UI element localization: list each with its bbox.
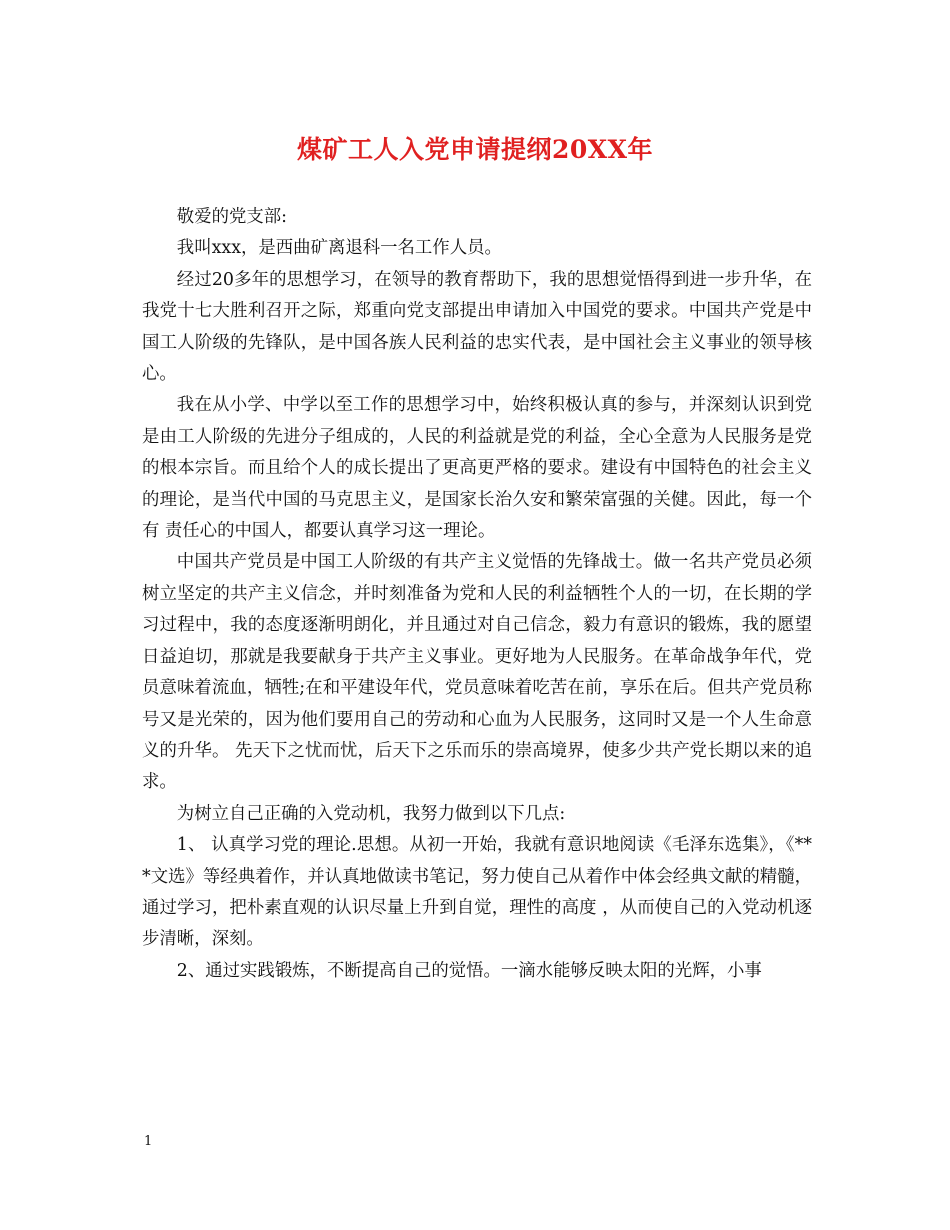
body-paragraph: 中国共产党员是中国工人阶级的有共产主义觉悟的先锋战士。做一名共产党员必须树立坚定的共产主义信念，并时刻准备为党和人民的利益牺牲个人的一切，在长期的学习过程中，我的态度逐渐明朗化，并且通过对自己信念，毅力有意识的锻炼，我的愿望日益迫切，那就是我要献身于共产主义事业。更好地为人民服务。在革命战争年代，党员意味着流血，牺牲;在和平建设年代，党员意味着吃苦在前，享乐在后。但共产党员称号又是光荣的，因为他们要用自己的劳动和心血为人民服务，这同时又是一个人生命意义的升华。 先天下之忧而忧，后天下之乐而乐的崇高境界，使多少共产党长期以来的追求。 — [142, 552, 812, 793]
body-paragraph: 我在从小学、中学以至工作的思想学习中，始终积极认真的参与，并深刻认识到党是由工人阶级的先进分子组成的，人民的利益就是党的利益，全心全意为人民服务是党的根本宗旨。而且给个人的成长提出了更高更严格的要求。建设有中国特色的社会主义的理论，是当代中国的马克思主义，是国家长治久安和繁荣富强的关健。因此，每一个有 责任心的中国人，都要认真学习这一理论。 — [142, 395, 812, 542]
list-item: 1、 认真学习党的理论.思想。从初一开始，我就有意识地阅读《毛泽东选集》，《***文选》等经典着作，并认真地做读书笔记，努力使自己从着作中体会经典文献的精髓，通过学习，把朴素直观的认识尽量上升到自觉，理性的高度 ，从而使自己的入党动机逐步清晰，深刻。 — [142, 835, 812, 950]
document-title: 煤矿工人入党申请提纲20XX年 — [296, 135, 654, 164]
body-paragraph: 为树立自己正确的入党动机，我努力做到以下几点: — [176, 803, 566, 824]
salutation: 敬爱的党支部: — [176, 207, 288, 227]
list-item: 2、通过实践锻炼，不断提高自己的觉悟。一滴水能够反映太阳的光辉，小事 — [176, 960, 762, 981]
page-number: 1 — [144, 1134, 153, 1149]
intro-paragraph: 我叫xxx，是西曲矿离退科一名工作人员。 — [176, 238, 502, 259]
document-body — [142, 202, 812, 987]
body-paragraph: 经过20多年的思想学习，在领导的教育帮助下，我的思想觉悟得到进一步升华，在我党十七大胜利召开之际，郑重向党支部提出申请加入中国党的要求。中国共产党是中国工人阶级的先锋队，是中国各族人民利益的忠实代表，是中国社会主义事业的领导核心。 — [142, 269, 812, 385]
